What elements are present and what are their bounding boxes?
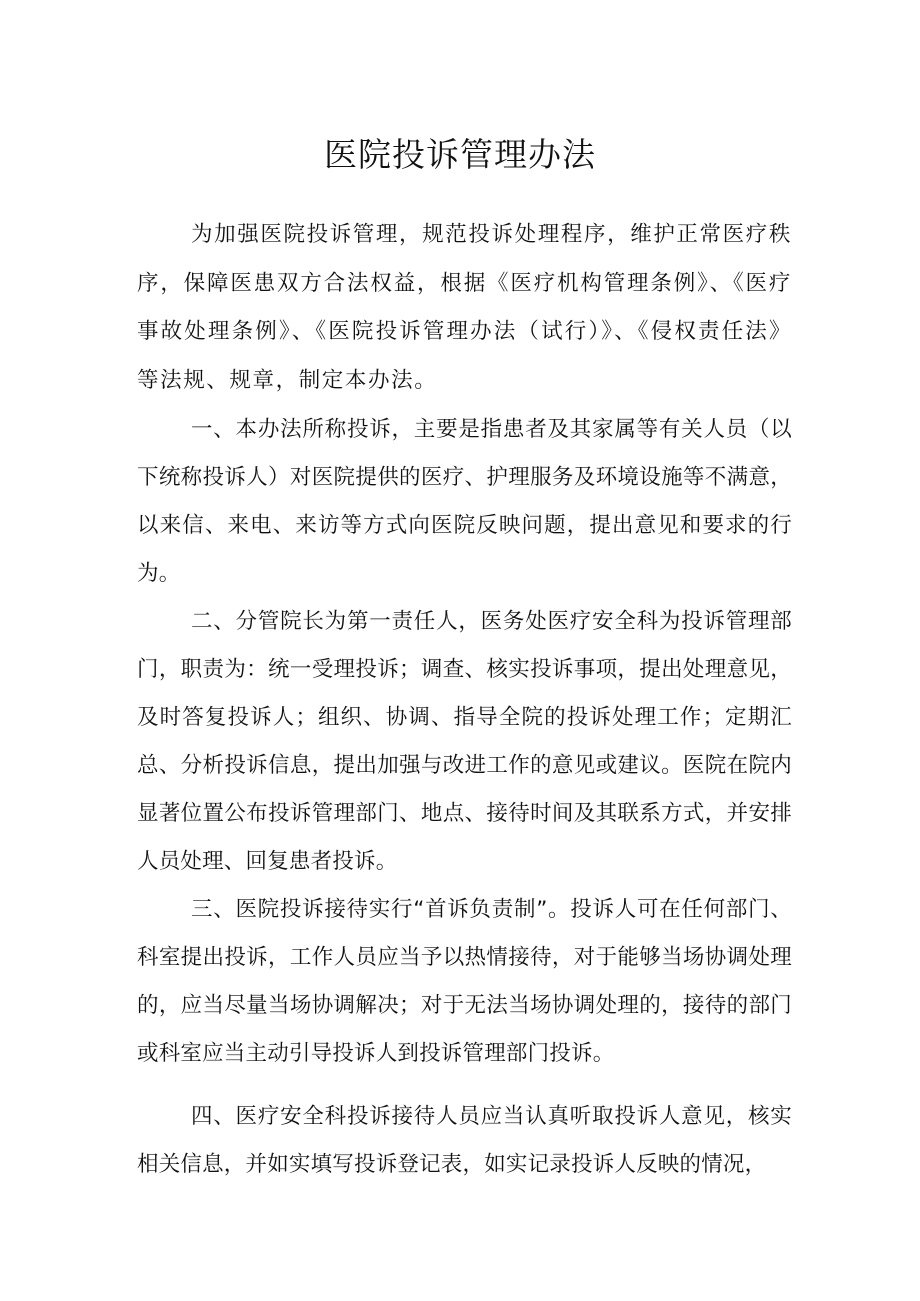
- article-2-paragraph: 二、分管院长为第一责任人，医务处医疗安全科为投诉管理部门，职责为：统一受理投诉；调查、核实投诉事项，提出处理意见，及时答复投诉人；组织、协调、指导全院的投诉处理工作；定期汇总、分析投诉信息，提出加强与改进工作的意见或建议。医院在院内显著位置公布投诉管理部门、地点、接待时间及其联系方式，并安排人员处理、回复患者投诉。: [137, 609, 792, 874]
- intro-paragraph: 为加强医院投诉管理，规范投诉处理程序，维护正常医疗秩序，保障医患双方合法权益，根据《医疗机构管理条例》、《医疗事故处理条例》、《医院投诉管理办法（试行）》、《侵权责任法》等法规、规章，制定本办法。: [137, 222, 792, 393]
- document-title: 医院投诉管理办法: [324, 135, 596, 174]
- article-3-paragraph: 三、医院投诉接待实行“首诉负责制”。投诉人可在任何部门、科室提出投诉，工作人员应当予以热情接待，对于能够当场协调处理的，应当尽量当场协调解决；对于无法当场协调处理的，接待的部门或科室应当主动引导投诉人到投诉管理部门投诉。: [137, 897, 792, 1066]
- article-4-paragraph: 四、医疗安全科投诉接待人员应当认真听取投诉人意见，核实相关信息，并如实填写投诉登记表，如实记录投诉人反映的情况，: [137, 1104, 792, 1177]
- article-1-paragraph: 一、本办法所称投诉，主要是指患者及其家属等有关人员（以下统称投诉人）对医院提供的医疗、护理服务及环境设施等不满意，以来信、来电、来访等方式向医院反映问题，提出意见和要求的行为。: [137, 417, 792, 586]
